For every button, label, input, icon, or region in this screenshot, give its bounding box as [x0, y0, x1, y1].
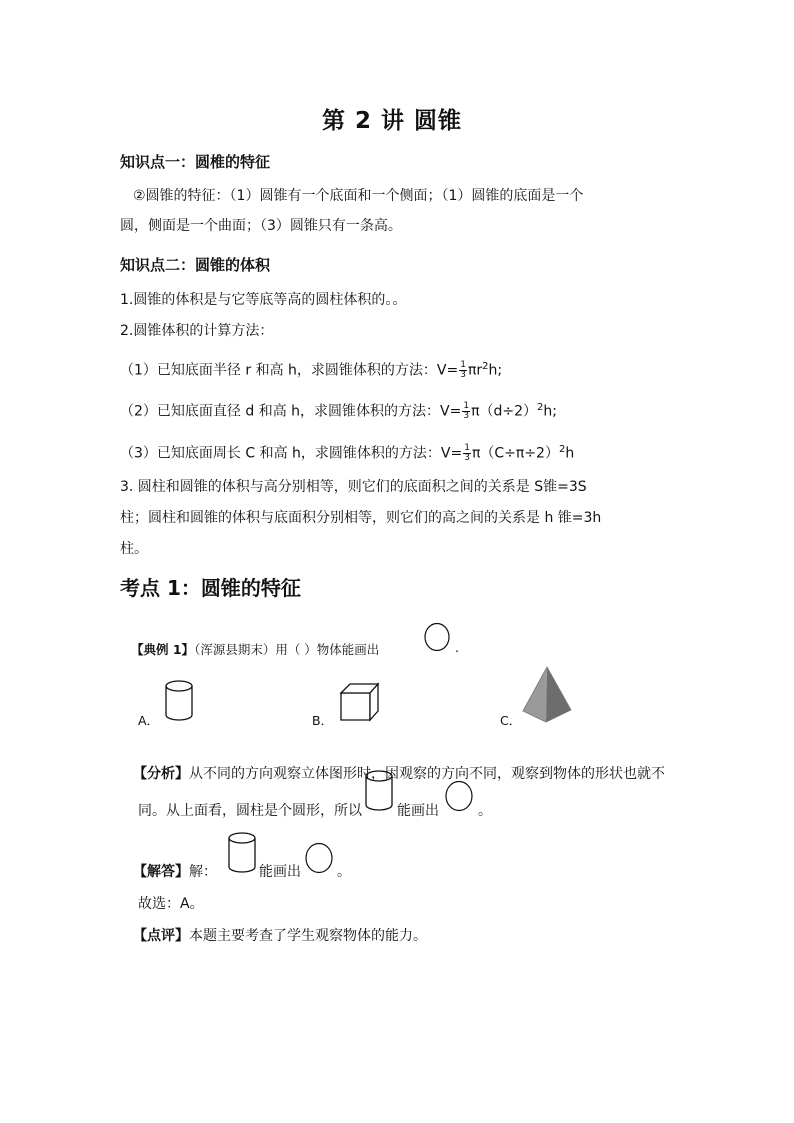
answer-text-c: 。 — [337, 864, 351, 880]
features-line-2: 圆，侧面是一个曲面；（3）圆锥只有一条高。 — [120, 218, 402, 234]
formula-circumference: （3）已知底面周长 C 和高 h，求圆锥体积的方法：V= $\frac{1}{3}$ $\pi(C\div\pi\div 2)^2h$ — [120, 443, 575, 464]
answer-choice: 故选：A。 — [138, 896, 204, 912]
analysis-line-2-a: 同。从上面看，圆柱是个圆形，所以 — [138, 803, 362, 819]
section-heading-features: 知识点一：圆椎的特征 — [120, 153, 271, 171]
example-end: . — [455, 640, 459, 655]
option-c-label: C． — [500, 713, 522, 728]
option-a-label: A． — [138, 713, 160, 728]
volume-item-3-line-2: 柱；圆柱和圆锥的体积与底面积分别相等，则它们的高之间的关系是 h 锥=3h — [120, 510, 602, 526]
circle-icon — [424, 622, 452, 652]
circle-icon — [305, 842, 335, 874]
cylinder-icon — [365, 770, 395, 812]
answer-tag: 【解答】 — [133, 864, 189, 880]
analysis-line-2-b: 能画出 — [397, 803, 439, 819]
cylinder-icon — [165, 680, 195, 722]
volume-item-3-line-1: 3. 圆柱和圆锥的体积与高分别相等，则它们的底面积之间的关系是 S锥=3S — [120, 479, 587, 495]
fraction-one-third: $\frac{1}{3}$ — [460, 360, 466, 381]
analysis-line-1: 【分析】从不同的方向观察立体图形时，因观察的方向不同，观察到物体的形状也就不 — [133, 766, 665, 782]
page-title: 第 2 讲 圆锥 — [322, 108, 463, 134]
formula-radius: （1）已知底面半径 r 和高 h，求圆锥体积的方法：V= $\frac{1}{3}$ $\pi r^2h$; — [120, 360, 503, 381]
kaodian-heading: 考点 1：圆锥的特征 — [120, 576, 301, 600]
analysis-tag: 【分析】 — [133, 766, 189, 782]
comment-tag: 【点评】 — [133, 928, 189, 944]
example-question: 【典例 1】（浑源县期末）用（ ）物体能画出 — [131, 642, 380, 657]
fraction-one-third: $\frac{1}{3}$ — [464, 443, 470, 464]
volume-item-3-line-3: 柱。 — [120, 541, 148, 557]
option-b-label: B． — [312, 713, 334, 728]
section-heading-volume: 知识点二：圆锥的体积 — [120, 256, 271, 274]
cylinder-icon — [228, 832, 258, 874]
pyramid-icon — [522, 666, 572, 724]
circle-icon — [445, 780, 475, 812]
answer-text-b: 能画出 — [259, 864, 301, 880]
answer-line: 【解答】解： — [133, 864, 217, 880]
comment-line: 【点评】本题主要考查了学生观察物体的能力。 — [133, 928, 427, 944]
formula-diameter-text: （2）已知底面直径 d 和高 h，求圆锥体积的方法：V= — [120, 403, 462, 420]
analysis-line-2-c: 。 — [478, 803, 492, 819]
formula-circumference-text: （3）已知底面周长 C 和高 h，求圆锥体积的方法：V= — [120, 445, 463, 462]
volume-item-1: 1.圆锥的体积是与它等底等高的圆柱体积的。。 — [120, 292, 407, 308]
features-line-1: ②圆锥的特征：（1）圆锥有一个底面和一个侧面；（1）圆锥的底面是一个 — [133, 188, 584, 204]
formula-diameter: （2）已知底面直径 d 和高 h，求圆锥体积的方法：V= $\frac{1}{3}$ $\pi(d\div 2)^2h$; — [120, 401, 557, 422]
example-tag: 【典例 1】 — [131, 642, 195, 657]
volume-item-2: 2.圆锥体积的计算方法： — [120, 323, 274, 339]
fraction-one-third: $\frac{1}{3}$ — [463, 401, 470, 422]
cube-icon — [340, 683, 380, 723]
formula-radius-text: （1）已知底面半径 r 和高 h，求圆锥体积的方法：V= — [120, 362, 459, 379]
